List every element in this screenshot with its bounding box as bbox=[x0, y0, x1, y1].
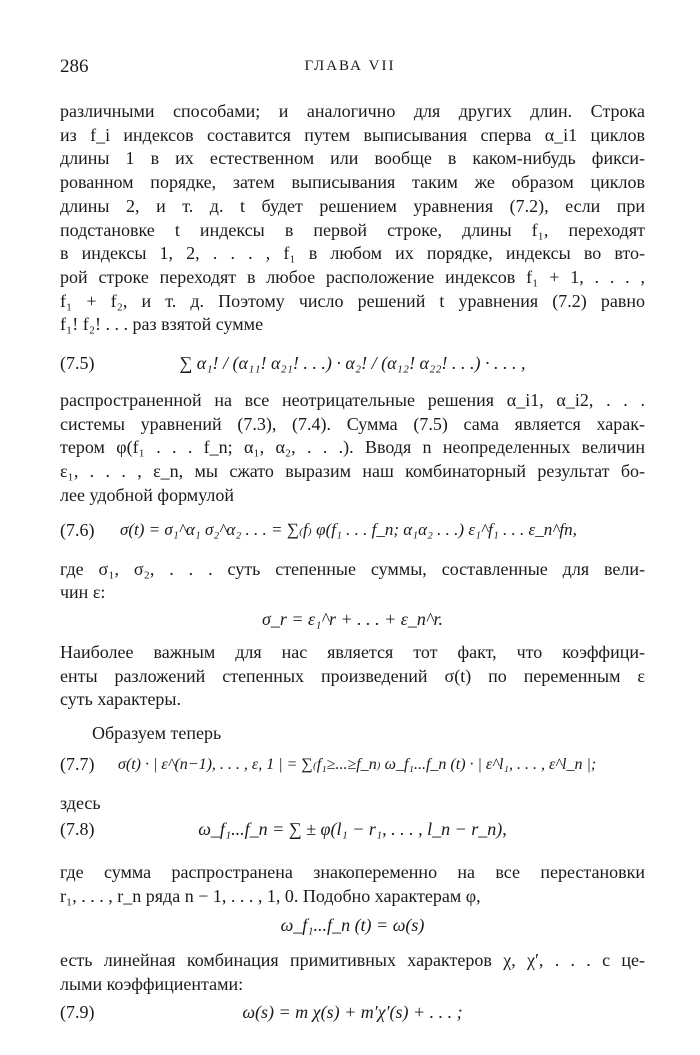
equation-body: ω(s) = m χ(s) + m′χ′(s) + . . . ; bbox=[242, 1002, 463, 1023]
text-line: распространенной на все неотрицательные решения α_i1, α_i2, . . . bbox=[60, 390, 645, 411]
paragraph-7 bbox=[60, 949, 645, 996]
equation-body: ω_f₁...f_n = ∑ ± φ(l₁ − r₁, . . . , l_n − r_n), bbox=[198, 819, 507, 840]
page-header bbox=[60, 56, 640, 80]
equation-7-5 bbox=[60, 337, 645, 389]
paragraph-4 bbox=[60, 641, 645, 712]
equation-body: σ_r = ε₁^r + . . . + ε_n^r. bbox=[262, 608, 443, 629]
equation-body: ∑ α₁! / (α₁₁! α₂₁! . . .) · α₂! / (α₁₂! α₂₂! . . .) · . . . , bbox=[179, 353, 526, 374]
equation-7-6 bbox=[60, 508, 645, 558]
text-line: r₁, . . . , r_n ряда n − 1, . . . , 1, 0. Подобно характерам φ, bbox=[60, 886, 481, 907]
equation-number: (7.5) bbox=[60, 353, 95, 374]
page-number: 286 bbox=[60, 56, 89, 77]
equation-number: (7.8) bbox=[60, 819, 95, 840]
paragraph-5: Образуем теперь bbox=[92, 723, 222, 744]
text-line: в индексы 1, 2, . . . , f₁ в любом их порядке, индексы во вто- bbox=[60, 243, 645, 264]
text-line: чин ε: bbox=[60, 582, 106, 603]
paragraph-here: здесь bbox=[60, 792, 101, 813]
equation-7-9 bbox=[60, 996, 645, 1032]
text-line: лыми коэффициентами: bbox=[60, 973, 244, 994]
equation-7-7 bbox=[60, 746, 645, 792]
text-line: длины 1 в их естественном или вообще в каком-нибудь фикси- bbox=[60, 148, 645, 169]
text-line: суть характеры. bbox=[60, 689, 182, 710]
paragraph-3 bbox=[60, 558, 645, 605]
text-line: лее удобной формулой bbox=[60, 484, 235, 505]
text-line: подстановке t индексы в первой строке, длины f₁, переходят bbox=[60, 219, 645, 240]
text-line: енты разложений степенных произведений σ(t) по переменным ε bbox=[60, 665, 645, 686]
paragraph-2 bbox=[60, 389, 645, 508]
equation-omega bbox=[60, 909, 645, 949]
page-body bbox=[60, 100, 645, 1032]
text-line: f₁! f₂! . . . раз взятой сумме bbox=[60, 314, 264, 335]
paragraph-1 bbox=[60, 100, 645, 337]
chapter-title: ГЛАВА VII bbox=[304, 58, 396, 74]
text-line: системы уравнений (7.3), (7.4). Сумма (7.5) сама является харак- bbox=[60, 413, 645, 434]
text-line: где сумма распространена знакопеременно на все перестановки bbox=[60, 862, 645, 883]
equation-7-8 bbox=[60, 815, 645, 861]
text-line: f₁ + f₂, и т. д. Поэтому число решений t уравнения (7.2) равно bbox=[60, 290, 645, 311]
equation-sigma bbox=[60, 605, 645, 641]
text-line: рованном порядке, затем выписывания таким же образом циклов bbox=[60, 172, 645, 193]
equation-number: (7.6) bbox=[60, 519, 95, 540]
text-line: есть линейная комбинация примитивных характеров χ, χ′, . . . с це- bbox=[60, 949, 645, 970]
equation-body: ω_f₁...f_n (t) = ω(s) bbox=[280, 914, 425, 935]
text-line: рой строке переходят в любое расположение индексов f₁ + 1, . . . , bbox=[60, 266, 645, 287]
equation-body: σ(t) · | ε^(n−1), . . . , ε, 1 | = ∑₍f₁≥...≥f_n₎ ω_f₁...f_n (t) · | ε^l₁, . . . , ε^l_n |; bbox=[118, 755, 597, 773]
equation-body: σ(t) = σ₁^α₁ σ₂^α₂ . . . = ∑₍f₎ φ(f₁ . . . f_n; α₁α₂ . . .) ε₁^f₁ . . . ε_n^fn, bbox=[120, 519, 577, 539]
text-line: длины 2, и т. д. t будет решением уравнения (7.2), если при bbox=[60, 195, 645, 216]
text-line: различными способами; и аналогично для других длин. Строка bbox=[60, 101, 645, 121]
text-line: тером φ(f₁ . . . f_n; α₁, α₂, . . .). Вводя n неопределенных величин bbox=[60, 437, 645, 458]
equation-number: (7.7) bbox=[60, 753, 95, 774]
equation-number: (7.9) bbox=[60, 1002, 95, 1023]
text-line: ε₁, . . . , ε_n, мы сжато выразим наш комбинаторный результат бо- bbox=[60, 461, 645, 482]
text-line: где σ₁, σ₂, . . . суть степенные суммы, составленные для вели- bbox=[60, 558, 645, 579]
paragraph-6 bbox=[60, 861, 645, 908]
text-line: из f_i индексов составится путем выписывания сперва α_i1 циклов bbox=[60, 124, 645, 145]
text-line: Наиболее важным для нас является тот факт, что коэффици- bbox=[60, 641, 645, 662]
